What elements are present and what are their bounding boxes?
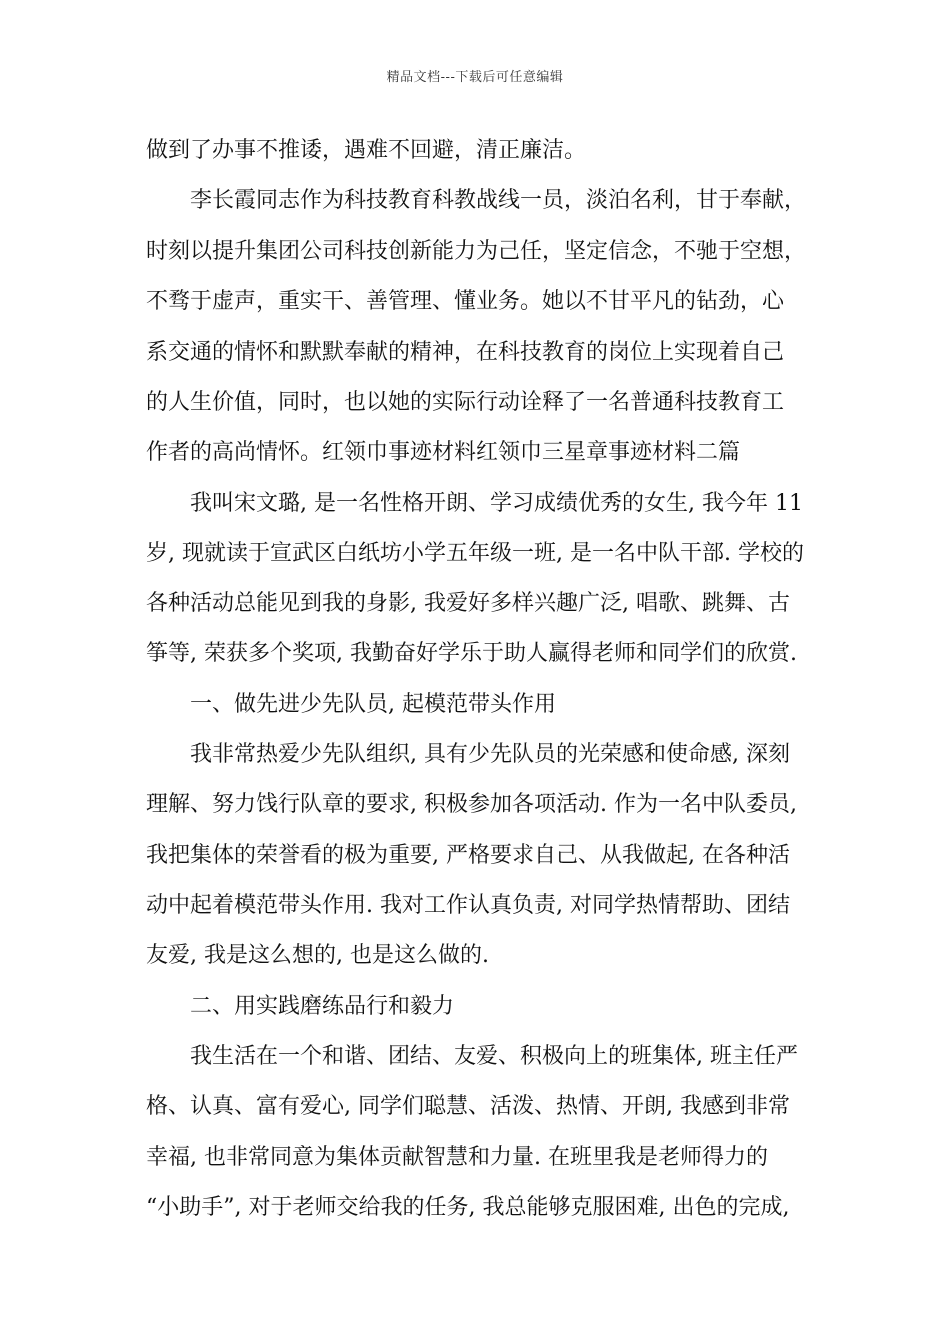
text-line: 不骛于虚声，重实干、善管理、懂业务。她以不甘平凡的钻劲，心 bbox=[146, 289, 785, 314]
text-line: 做到了办事不推诿，遇难不回避，清正廉洁。 bbox=[146, 138, 587, 163]
text-line: “小助手”, 对于老师交给我的任务, 我总能够克服困难, 出色的完成, bbox=[146, 1195, 790, 1220]
text-line: 动中起着模范带头作用. 我对工作认真负责, 对同学热情帮助、团结 bbox=[146, 893, 790, 918]
text-line: 我非常热爱少先队组织, 具有少先队员的光荣感和使命感, 深刻 bbox=[146, 742, 790, 767]
text-line: 格、认真、富有爱心, 同学们聪慧、活泼、热情、开朗, 我感到非常 bbox=[146, 1094, 790, 1119]
text-line: 我生活在一个和谐、团结、友爱、积极向上的班集体, 班主任严 bbox=[146, 1044, 798, 1069]
text-line: 时刻以提升集团公司科技创新能力为己任，坚定信念，不驰于空想， bbox=[146, 239, 807, 264]
text-line: 我把集体的荣誉看的极为重要, 严格要求自己、从我做起, 在各种活 bbox=[146, 843, 790, 868]
text-line: 岁, 现就读于宣武区白纸坊小学五年级一班, 是一名中队干部. 学校的 bbox=[146, 541, 804, 566]
text-line: 筝等, 荣获多个奖项, 我勤奋好学乐于助人赢得老师和同学们的欣赏. bbox=[146, 641, 797, 666]
text-line: 友爱, 我是这么想的, 也是这么做的. bbox=[146, 943, 489, 968]
text-line: 幸福, 也非常同意为集体贡献智慧和力量. 在班里我是老师得力的 bbox=[146, 1145, 768, 1170]
text-line: 系交通的情怀和默默奉献的精神，在科技教育的岗位上实现着自己 bbox=[146, 340, 785, 365]
text-line: 作者的高尚情怀。红领巾事迹材料红领巾三星章事迹材料二篇 bbox=[146, 440, 741, 465]
text-line: 的人生价值，同时，也以她的实际行动诠释了一名普通科技教育工 bbox=[146, 390, 785, 415]
text-line: 理解、努力饯行队章的要求, 积极参加各项活动. 作为一名中队委员, bbox=[146, 792, 797, 817]
section-heading: 一、做先进少先队员, 起模范带头作用 bbox=[146, 692, 556, 717]
text-line: 各种活动总能见到我的身影, 我爱好多样兴趣广泛, 唱歌、跳舞、古 bbox=[146, 591, 790, 616]
page-header: 精品文档---下载后可任意编辑 bbox=[386, 70, 564, 85]
section-heading: 二、用实践磨练品行和毅力 bbox=[146, 994, 455, 1019]
text-line: 李长霞同志作为科技教育科教战线一员，淡泊名利，甘于奉献， bbox=[146, 188, 807, 213]
text-line: 我叫宋文璐, 是一名性格开朗、学习成绩优秀的女生, 我今年 11 bbox=[146, 491, 803, 516]
